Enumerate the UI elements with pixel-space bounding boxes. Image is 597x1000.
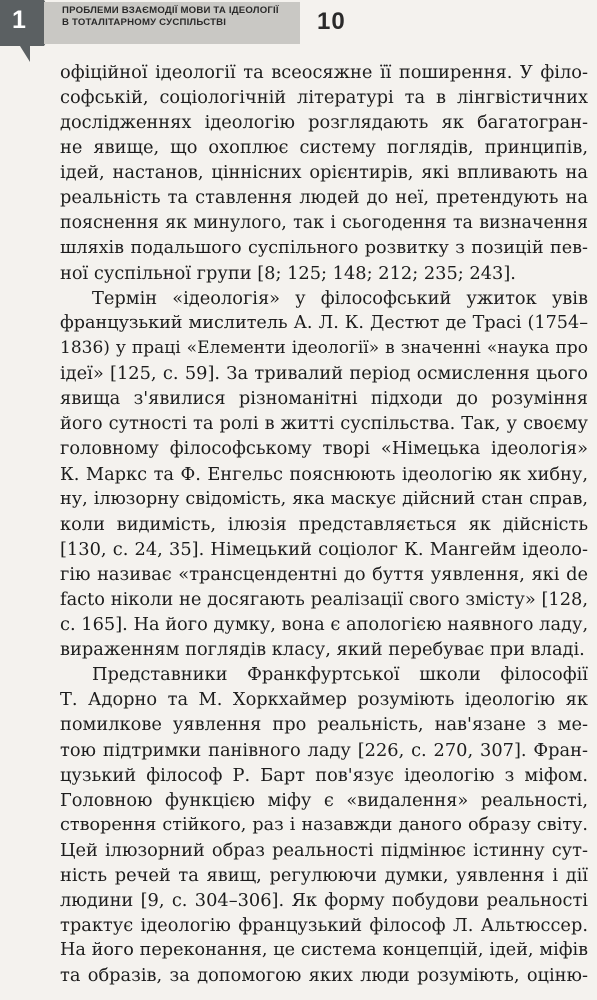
text-line: К. Маркс та Ф. Енгельс пояснюють ідеологію як хибну, xyxy=(60,463,588,485)
text-line: ність речей та явищ, регулюючи думки, уявлення і дії xyxy=(60,865,588,886)
text-line: створення стійкого, раз і назавжди даного образу світу. xyxy=(60,814,588,835)
text-line: пояснення як минулого, так і сьогодення та визначення xyxy=(60,212,588,233)
text-line: Представники Франкфуртської школи філософії xyxy=(92,664,588,686)
text-line: тою підтримки панівного ладу [226, с. 270, 307]. Фран- xyxy=(60,739,588,761)
text-line: не явище, що охоплює систему поглядів, принципів, xyxy=(60,137,588,159)
text-line: трактує ідеологію французький філософ Л. Альтюссер. xyxy=(60,915,588,937)
text-line: коли видимість, ілюзія представляється як дійсність xyxy=(60,513,588,535)
text-line: Термін «ідеологія» у філософський ужиток увів xyxy=(92,287,588,309)
text-line: ну, ілюзорну свідомість, яка маскує дійсний стан справ, xyxy=(60,488,588,509)
text-line: ної суспільної групи [8; 125; 148; 212; 235; 243]. xyxy=(60,262,516,284)
text-line: шляхів подальшого суспільного розвитку з позицій пев- xyxy=(60,237,588,258)
text-line: Головною функцією міфу є «видалення» реальності, xyxy=(60,789,588,811)
running-title-line: ПРОБЛЕМИ ВЗАЄМОДІЇ МОВИ ТА ІДЕОЛОГІЇ xyxy=(62,5,279,16)
text-line: дослідженнях ідеологію розглядають як багатогран- xyxy=(60,112,588,134)
text-line: с. 165]. На його думку, вона є апологією наявного ладу, xyxy=(60,614,588,636)
text-line: ідеї» [125, с. 59]. За тривалий період осмислення цього xyxy=(60,363,588,385)
body-text xyxy=(60,60,588,988)
running-title xyxy=(62,5,302,28)
text-line: вираженням поглядів класу, який перебуває при владі. xyxy=(60,639,585,661)
text-line: офіційної ідеології та всеосяжне її поширення. У філо- xyxy=(60,62,588,83)
text-line: Цей ілюзорний образ реальності підмінює істинну сут- xyxy=(60,839,588,861)
text-line: ідей, настанов, ціннісних орієнтирів, які впливають на xyxy=(60,162,588,184)
page-header xyxy=(0,0,597,46)
text-line: явища з'явилися різноманітні підходи до розуміння xyxy=(60,388,588,410)
text-line: французький мислитель А. Л. К. Дестют де Трасі (1754– xyxy=(60,312,588,333)
text-line: помилкове уявлення про реальність, нав'язане з ме- xyxy=(60,714,588,736)
text-line: 1836) у праці «Елементи ідеології» в значенні «наука про xyxy=(60,338,588,359)
running-title-line: В ТОТАЛІТАРНОМУ СУСПІЛЬСТВІ xyxy=(62,16,227,28)
text-line: людини [9, с. 304–306]. Як форму побудови реальності xyxy=(60,890,588,912)
text-line: реальність та ставлення людей до неї, претендують на xyxy=(60,187,588,209)
text-line: На його переконання, це система концепцій, ідей, міфів xyxy=(60,940,588,961)
text-line: гію називає «трансцендентні до буття уявлення, які de xyxy=(60,563,588,585)
text-line: цузький філософ Р. Барт пов'язує ідеологію з міфом. xyxy=(60,764,588,786)
text-line: головному філософському творі «Німецька ідеологія» xyxy=(60,438,588,460)
text-line: [130, с. 24, 35]. Німецький соціолог К. Мангейм ідеоло- xyxy=(60,538,588,560)
text-line: Т. Адорно та М. Хоркхаймер розуміють ідеологію як xyxy=(60,689,588,711)
text-line: та образів, за допомогою яких люди розуміють, оціню- xyxy=(60,965,588,987)
page-number: 10 xyxy=(317,8,346,35)
chapter-number: 1 xyxy=(12,6,26,34)
text-line: софській, соціологічній літературі та в лінгвістичних xyxy=(60,87,588,109)
text-line: facto ніколи не досягають реалізації свого змісту» [128, xyxy=(60,588,588,610)
text-line: його сутності та ролі в житті суспільства. Так, у своєму xyxy=(60,413,588,435)
